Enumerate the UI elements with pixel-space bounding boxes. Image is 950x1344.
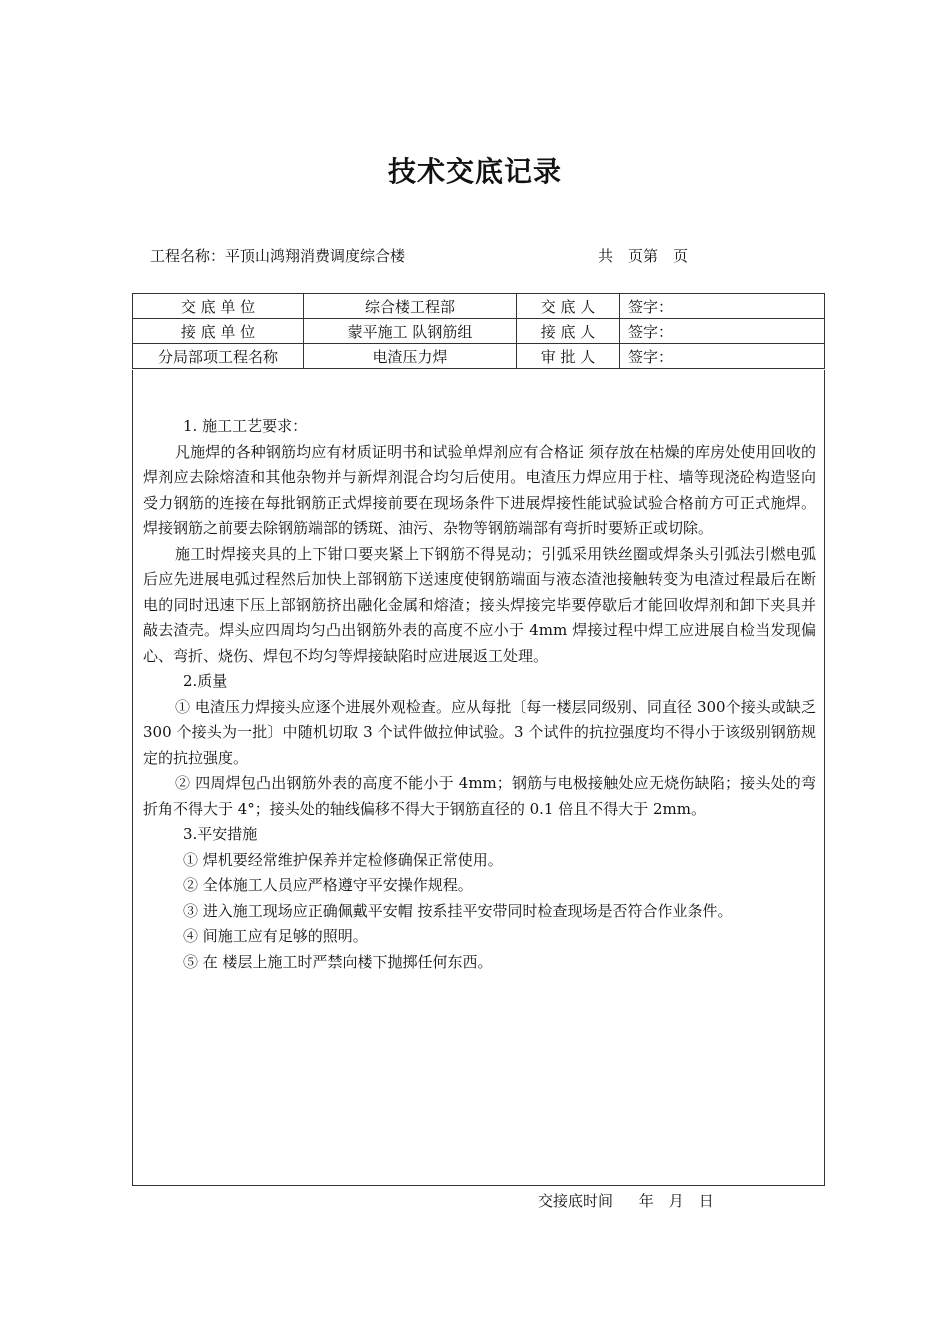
section-3-title: 3.平安措施 (183, 825, 258, 843)
section-1-title: 1. 施工工艺要求： (183, 417, 308, 435)
section-2-paragraph-1: ① 电渣压力焊接头应逐个进展外观检查。应从每批〔每一楼层同级别、同直径 300个接头或缺乏 300 个接头为一批〕中随机切取 3 个试件做拉伸试验。3 个试件的抗拉强度均不得小于该级别钢筋规定的抗拉强度。 (143, 697, 816, 767)
role-cell: 审 批 人 (517, 344, 620, 369)
label-cell: 接 底 单 位 (133, 319, 304, 344)
value-cell: 蒙平施工 队钢筋组 (304, 319, 517, 344)
signature-cell: 签字： (620, 294, 825, 319)
value-cell: 电渣压力焊 (304, 344, 517, 369)
project-name: 工程名称：平顶山鸿翔消费调度综合楼 (150, 247, 406, 265)
signature-cell: 签字： (620, 319, 825, 344)
role-cell: 交 底 人 (517, 294, 620, 319)
table-row (133, 294, 825, 319)
table-row (133, 319, 825, 344)
list-item: ④ 间施工应有足够的照明。 (183, 927, 368, 945)
signature-cell: 签字： (620, 344, 825, 369)
table-row (133, 344, 825, 369)
label-cell: 分局部项工程名称 (133, 344, 304, 369)
content-body (143, 414, 816, 975)
section-2-paragraph-2: ② 四周焊包凸出钢筋外表的高度不能小于 4mm；钢筋与电极接触处应无烧伤缺陷；接头处的弯折角不得大于 4°；接头处的轴线偏移不得大于钢筋直径的 0.1 倍且不得大于 2mm。 (143, 774, 816, 818)
list-item: ⑤ 在 楼层上施工时严禁向楼下抛掷任何东西。 (183, 952, 493, 971)
list-item: ② 全体施工人员应严格遵守平安操作规程。 (183, 876, 473, 894)
label-cell: 交 底 单 位 (133, 294, 304, 319)
handover-date: 交接底时间 年 月 日 (538, 1192, 714, 1210)
content-box (132, 370, 825, 1186)
list-item: ③ 进入施工现场应正确佩戴平安帽 按系挂平安带同时检查现场是否符合作业条件。 (183, 901, 733, 920)
list-item: ① 焊机要经常维护保养并定检修确保正常使用。 (183, 850, 503, 869)
document-title: 技术交底记录 (387, 155, 562, 188)
info-table (132, 293, 825, 369)
section-1-paragraph-2: 施工时焊接夹具的上下钳口要夹紧上下钢筋不得晃动；引弧采用铁丝圈或焊条头引弧法引燃电弧后应先进展电弧过程然后加快上部钢筋下送速度使钢筋端面与液态渣池接触转变为电渣过程最后在断电的同时迅速下压上部钢筋挤出融化金属和熔渣；接头焊接完毕要停歇后才能回收焊剂和卸下夹具并敲去渣壳。焊头应四周均匀凸出钢筋外表的高度不应小于 4mm 焊接过程中焊工应进展自检当发现偏心、弯折、烧伤、焊包不均匀等焊接缺陷时应进展返工处理。 (143, 544, 816, 665)
section-1-paragraph-1: 凡施焊的各种钢筋均应有材质证明书和试验单焊剂应有合格证 须存放在枯燥的库房处使用回收的焊剂应去除熔渣和其他杂物并与新焊剂混合均匀后使用。电渣压力焊应用于柱、墙等现浇砼构造竖向受力钢筋的连接在每批钢筋正式焊接前要在现场条件下进展焊接性能试验试验合格前方可正式施焊。焊接钢筋之前要去除钢筋端部的锈斑、油污、杂物等钢筋端部有弯折时要矫正或切除。 (143, 442, 816, 537)
role-cell: 接 底 人 (517, 319, 620, 344)
section-2-title: 2.质量 (183, 672, 228, 690)
value-cell: 综合楼工程部 (304, 294, 517, 319)
page-count: 共 页第 页 (598, 247, 689, 265)
